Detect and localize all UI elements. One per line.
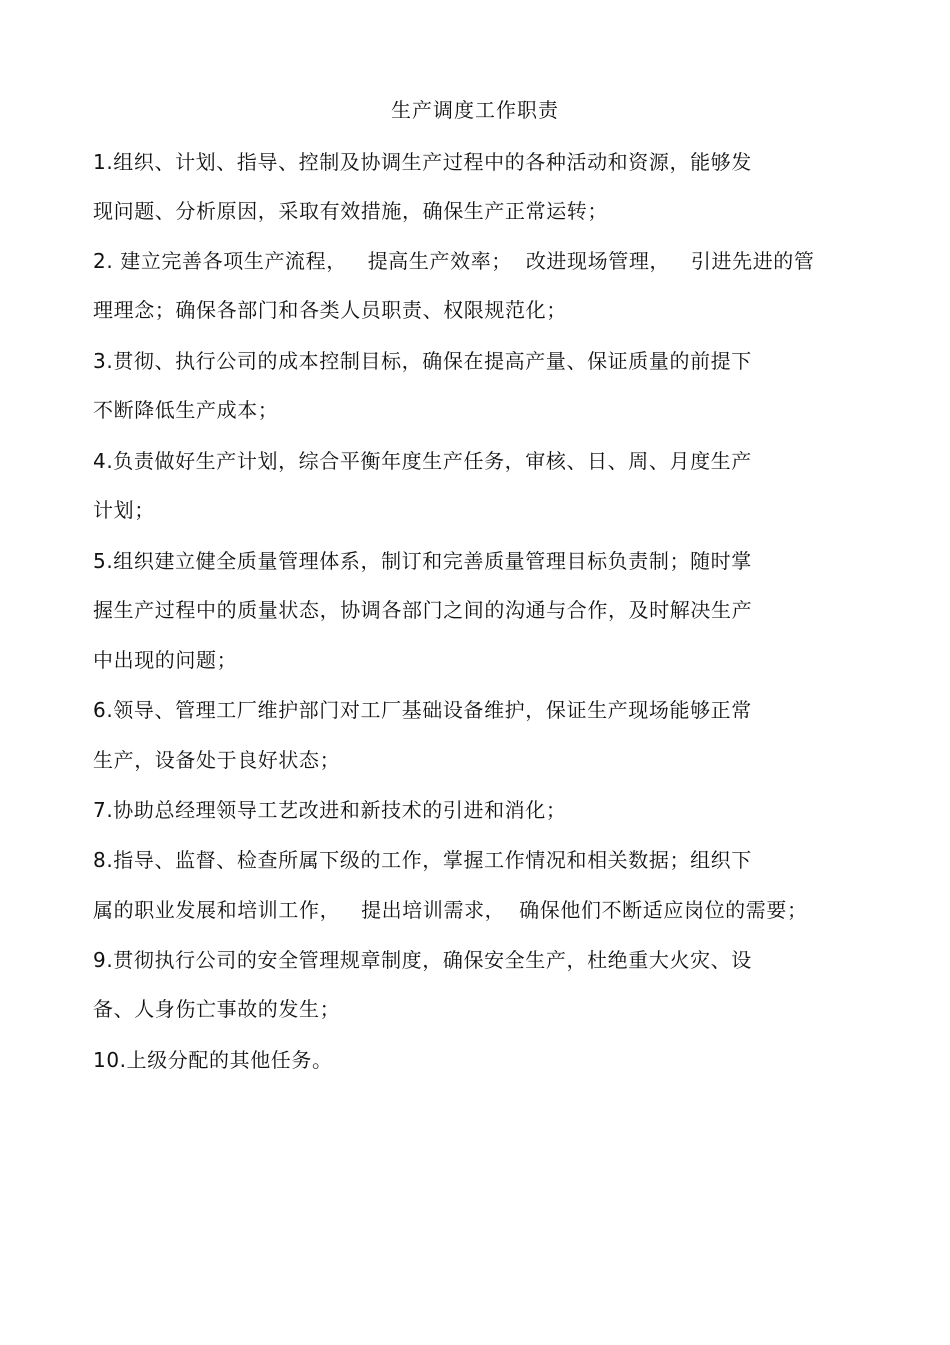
page-title: 生产调度工作职责: [391, 98, 559, 122]
body-line-17: 9.贯彻执行公司的安全管理规章制度，确保安全生产，杜绝重大火灾、设: [93, 948, 752, 972]
body-line-19: 10.上级分配的其他任务。: [93, 1048, 333, 1072]
body-line-10: 握生产过程中的质量状态，协调各部门之间的沟通与合作，及时解决生产: [93, 598, 753, 622]
body-line-1: 1.组织、计划、指导、控制及协调生产过程中的各种活动和资源，能够发: [93, 150, 752, 174]
body-line-2: 现问题、分析原因，采取有效措施，确保生产正常运转；: [93, 199, 608, 223]
body-line-9: 5.组织建立健全质量管理体系，制订和完善质量管理目标负责制；随时掌: [93, 549, 752, 573]
body-line-8: 计划；: [93, 498, 155, 522]
body-line-11: 中出现的问题；: [93, 648, 238, 672]
body-line-18: 备、人身伤亡事故的发生；: [93, 997, 341, 1021]
body-line-12: 6.领导、管理工厂维护部门对工厂基础设备维护，保证生产现场能够正常: [93, 698, 752, 722]
body-line-6: 不断降低生产成本；: [93, 398, 279, 422]
body-line-14: 7.协助总经理领导工艺改进和新技术的引进和消化；: [93, 798, 567, 822]
body-line-3: 2. 建立完善各项生产流程， 提高生产效率； 改进现场管理， 引进先进的管: [93, 249, 815, 273]
body-line-16: 属的职业发展和培训工作， 提出培训需求， 确保他们不断适应岗位的需要；: [93, 898, 808, 922]
body-line-4: 理理念；确保各部门和各类人员职责、权限规范化；: [93, 298, 567, 322]
body-line-13: 生产，设备处于良好状态；: [93, 748, 341, 772]
body-line-5: 3.贯彻、执行公司的成本控制目标，确保在提高产量、保证质量的前提下: [93, 349, 752, 373]
body-line-15: 8.指导、监督、检查所属下级的工作，掌握工作情况和相关数据；组织下: [93, 848, 752, 872]
body-line-7: 4.负责做好生产计划，综合平衡年度生产任务，审核、日、周、月度生产: [93, 449, 752, 473]
